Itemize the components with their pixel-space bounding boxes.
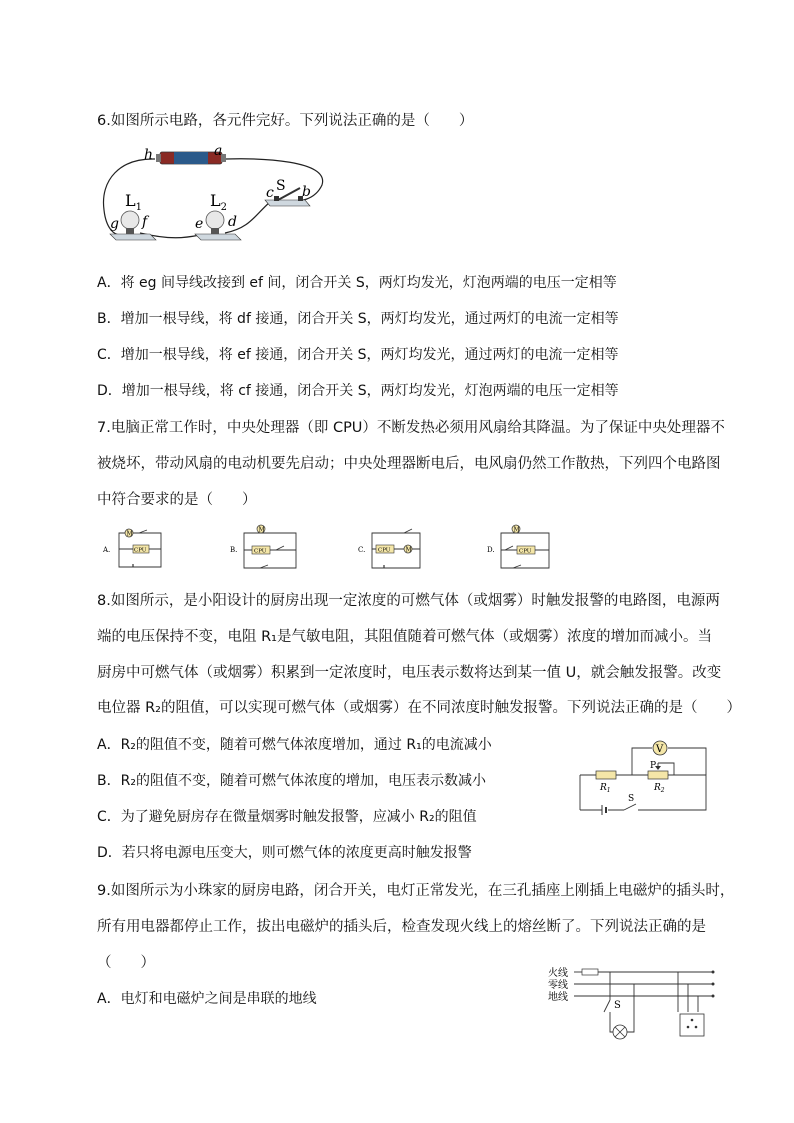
q8-stem-line-1: 8.如图所示，是小阳设计的厨房出现一定浓度的可燃气体（或烟雾）时触发报警的电路图，电源两 xyxy=(97,593,720,609)
svg-text:火线: 火线 xyxy=(548,968,568,979)
svg-text:A.: A. xyxy=(103,546,111,554)
q8-circuit-figure xyxy=(578,738,718,814)
q6-circuit-figure xyxy=(100,140,335,248)
label-f: f xyxy=(142,214,148,230)
q7-diagram-d xyxy=(487,524,555,572)
q6-option-d: D．增加一根导线，将 cf 接通，闭合开关 S，两灯均发光，灯泡两端的电压一定相等 xyxy=(97,383,619,399)
label-d: d xyxy=(228,214,237,230)
svg-text:R1: $R_1$ xyxy=(600,783,611,794)
label-l2: $L_2$ xyxy=(210,191,227,213)
q8-stem-line-2: 端的电压保持不变，电阻 R₁是气敏电阻，其阻值随着可燃气体（或烟雾）浓度的增加而减小。当 xyxy=(97,629,712,645)
q7-diagram-b xyxy=(230,524,302,572)
q7-stem-line-3: 中符合要求的是（ ） xyxy=(97,492,257,508)
svg-text:M: M xyxy=(405,546,412,554)
q8-option-c: C．为了避免厨房存在微量烟雾时触发报警，应减小 R₂的阻值 xyxy=(97,809,477,825)
svg-text:M: M xyxy=(513,526,520,534)
q8-option-b: B．R₂的阻值不变，随着可燃气体浓度的增加，电压表示数减小 xyxy=(97,773,486,789)
q8-stem-line-4: 电位器 R₂的阻值，可以实现可燃气体（或烟雾）在不同浓度时触发报警。下列说法正确的是（ ） xyxy=(97,700,741,716)
q7-diagram-c xyxy=(358,526,426,572)
q6-option-c: C．增加一根导线，将 ef 接通，闭合开关 S，两灯均发光，通过两灯的电流一定相等 xyxy=(97,347,619,363)
label-s: S xyxy=(276,178,286,194)
svg-text:CPU: CPU xyxy=(134,547,147,554)
q6-stem: 6.如图所示电路，各元件完好。下列说法正确的是（ ） xyxy=(97,113,474,129)
label-b: b xyxy=(302,184,311,200)
svg-text:CPU: CPU xyxy=(378,547,391,554)
label-l1: $L_1$ xyxy=(125,191,142,213)
q6-option-b: B．增加一根导线，将 df 接通，闭合开关 S，两灯均发光，通过两灯的电流一定相等 xyxy=(97,311,619,327)
q8-option-a: A．R₂的阻值不变，随着可燃气体浓度增加，通过 R₁的电流减小 xyxy=(97,737,492,753)
label-h: h xyxy=(144,147,154,163)
svg-text:D.: D. xyxy=(487,546,495,554)
svg-text:B.: B. xyxy=(230,546,238,554)
q9-option-a: A．电灯和电磁炉之间是串联的地线 xyxy=(97,991,317,1007)
svg-text:CPU: CPU xyxy=(254,548,267,555)
label-g: g xyxy=(110,216,119,232)
q7-stem-line-2: 被烧坏，带动风扇的电动机要先启动；中央处理器断电后，电风扇仍然工作散热，下列四个电路图 xyxy=(97,456,721,472)
q8-stem-line-3: 厨房中可燃气体（或烟雾）积累到一定浓度时，电压表示数将达到某一值 U，就会触发报警。改变 xyxy=(97,665,722,681)
svg-text:P: P xyxy=(650,761,657,771)
q7-diagram-a xyxy=(103,527,165,571)
svg-text:S: S xyxy=(614,1000,621,1011)
svg-text:C.: C. xyxy=(358,546,366,554)
svg-text:R2: $R_2$ xyxy=(654,783,665,794)
label-e: e xyxy=(195,216,204,232)
q9-stem-line-1: 9.如图所示为小珠家的厨房电路，闭合开关，电灯正常发光，在三孔插座上刚插上电磁炉的插头时， xyxy=(97,883,735,899)
label-c: c xyxy=(266,185,274,201)
q6-option-a: A．将 eg 间导线改接到 ef 间，闭合开关 S，两灯均发光，灯泡两端的电压一定相等 xyxy=(97,275,617,291)
svg-text:M: M xyxy=(258,526,265,534)
q8-option-d: D．若只将电源电压变大，则可燃气体的浓度更高时触发报警 xyxy=(97,845,472,861)
label-a: a xyxy=(214,143,223,159)
svg-text:V: V xyxy=(656,744,664,755)
q9-stem-line-2: 所有用电器都停止工作，拔出电磁炉的插头后，检查发现火线上的熔丝断了。下列说法正确的是 xyxy=(97,919,706,935)
svg-text:零线: 零线 xyxy=(548,980,568,991)
q9-stem-line-3: （ ） xyxy=(97,955,155,971)
svg-text:S: S xyxy=(628,794,635,804)
svg-text:地线: 地线 xyxy=(548,992,568,1003)
q7-stem-line-1: 7.电脑正常工作时，中央处理器（即 CPU）不断发热必须用风扇给其降温。为了保证中央处理器不 xyxy=(97,420,725,436)
svg-text:CPU: CPU xyxy=(519,548,532,555)
svg-text:M: M xyxy=(126,530,133,538)
q9-circuit-figure xyxy=(548,964,718,1044)
